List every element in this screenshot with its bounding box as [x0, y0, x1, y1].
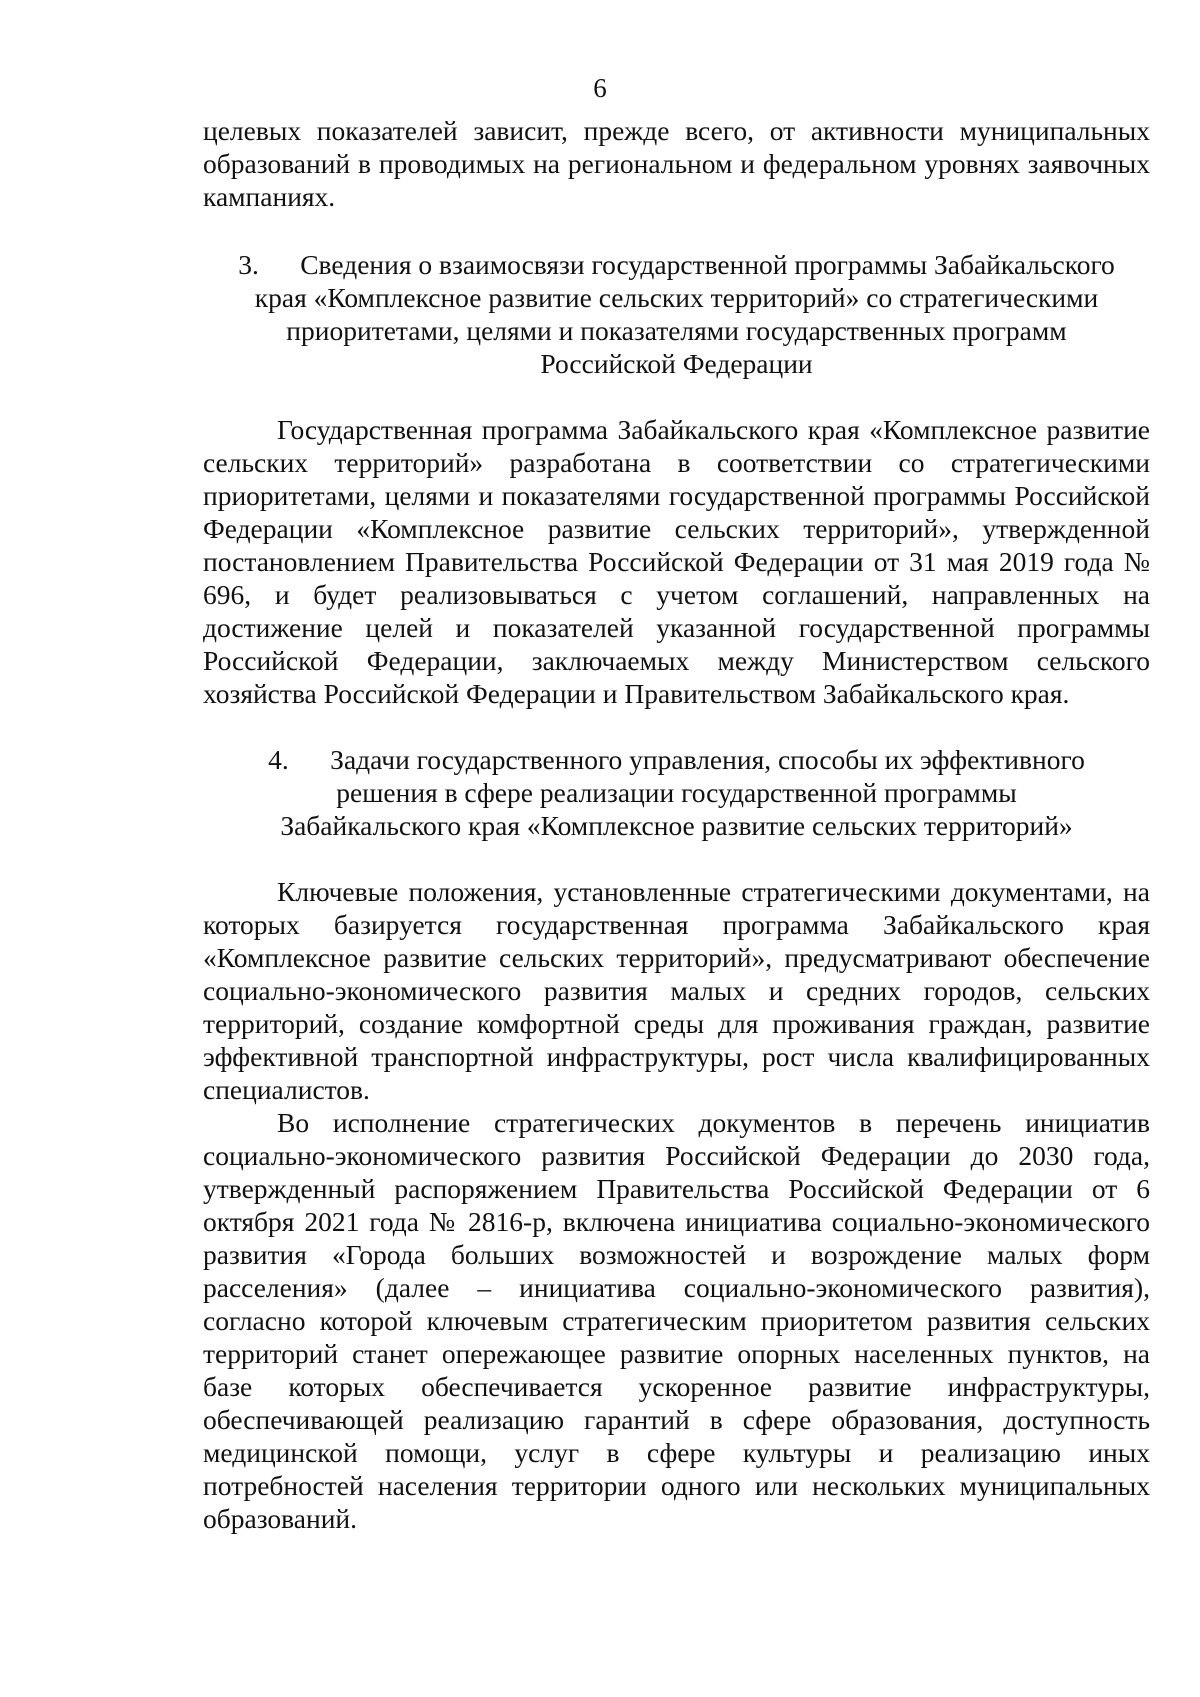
section-3-heading [203, 248, 1150, 380]
section-4-title-line-3: Забайкальского края «Комплексное развитие сельских территорий» [280, 810, 1073, 841]
section-4-number: 4. [268, 744, 289, 775]
section-4-title-line-2: решения в сфере реализации государственной программы [336, 777, 1017, 808]
section-3-title-line-2: края «Комплексное развитие сельских территорий» со стратегическими [254, 282, 1099, 313]
section-3-title-line-1: 3. Сведения о взаимосвязи государственной программы Забайкальского [238, 249, 1115, 280]
document-body [203, 114, 1150, 1535]
section-4-heading [203, 743, 1150, 842]
section-4-title-line-1: 4. Задачи государственного управления, способы их эффективного [268, 744, 1085, 775]
section-3-title-line-4: Российской Федерации [540, 348, 813, 379]
section-4-paragraph-1: Ключевые положения, установленные стратегическими документами, на которых базируется государственная программа Забайкальского края «Комплексное развитие сельских территорий», предусматривают обеспечение социально-экономического развития малых и средних городов, сельских территорий, создание комфортной среды для проживания граждан, развитие эффективной транспортной инфраструктуры, рост числа квалифицированных специалистов. [203, 876, 1150, 1105]
section-3-title-line-3: приоритетами, целями и показателями государственных программ [286, 315, 1067, 346]
page-number: 6 [593, 73, 607, 103]
section-4-paragraph-2: Во исполнение стратегических документов в перечень инициатив социально-экономического развития Российской Федерации до 2030 года, утвержденный распоряжением Правительства Российской Федерации от 6 октября 2021 года № 2816-р, включена инициатива социально-экономического развития «Города больших возможностей и возрождение малых форм расселения» (далее – инициатива социально-экономического развития), согласно которой ключевым стратегическим приоритетом развития сельских территорий станет опережающее развитие опорных населенных пунктов, на базе которых обеспечивается ускоренное развитие инфраструктуры, обеспечивающей реализацию гарантий в сфере образования, доступность медицинской помощи, услуг в сфере культуры и реализацию иных потребностей населения территории одного или нескольких муниципальных образований. [203, 1107, 1150, 1534]
section-3-number: 3. [238, 249, 259, 280]
section-3-paragraph: Государственная программа Забайкальского края «Комплексное развитие сельских территорий» разработана в соответствии со стратегическими приоритетами, целями и показателями государственной программы Российской Федерации «Комплексное развитие сельских территорий», утвержденной постановлением Правительства Российской Федерации от 31 мая 2019 года № 696, и будет реализовываться с учетом соглашений, направленных на достижение целей и показателей указанной государственной программы Российской Федерации, заключаемых между Министерством сельского хозяйства Российской Федерации и Правительством Забайкальского края. [203, 414, 1150, 709]
continued-paragraph: целевых показателей зависит, прежде всего, от активности муниципальных образований в проводимых на региональном и федеральном уровнях заявочных кампаниях. [203, 115, 1150, 212]
